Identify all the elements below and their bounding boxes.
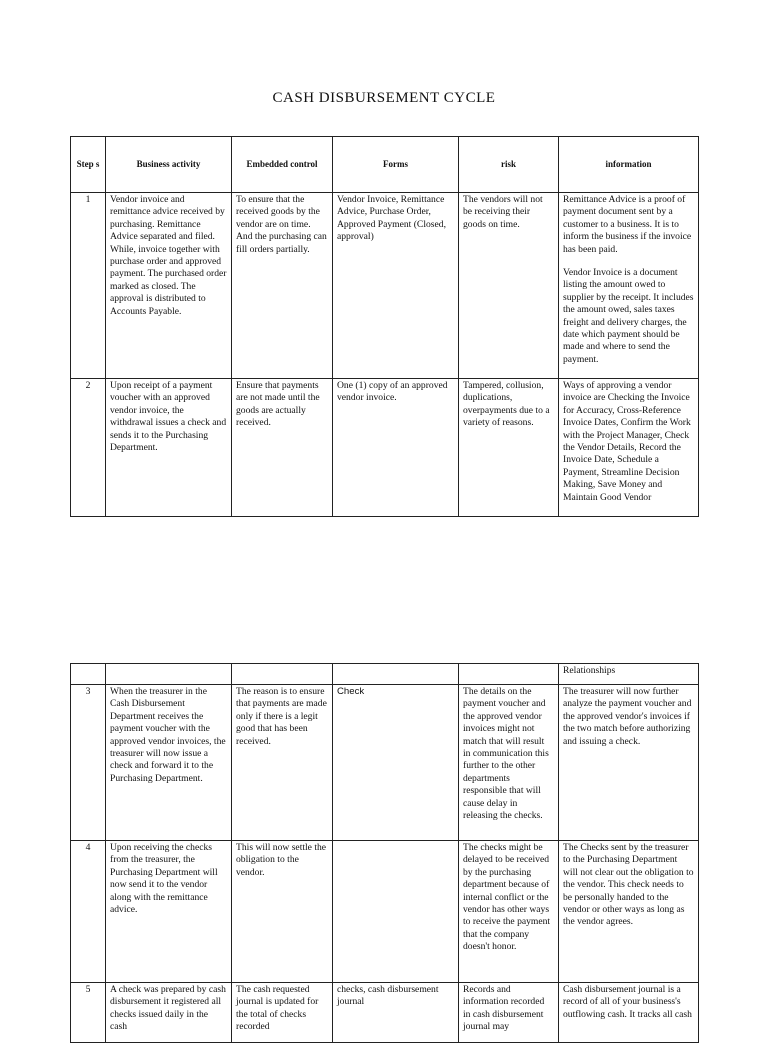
business-activity-cell: A check was prepared by cash disbursement it registered all checks issued daily in the cash (106, 983, 232, 1043)
information-cell (559, 193, 699, 379)
embedded-control-cell: The reason is to ensure that payments are made only if there is a legit good that has been received. (232, 685, 333, 841)
header-steps: Step s (71, 137, 106, 193)
information-cell: Cash disbursement journal is a record of all of your business's outflowing cash. It tracks all cash (559, 983, 699, 1043)
header-business-activity: Business activity (106, 137, 232, 193)
continuation-row (71, 664, 699, 685)
information-paragraph: Remittance Advice is a proof of payment document sent by a customer to a business. It is to inform the business if the invoice has been paid. (563, 194, 692, 255)
table-row (71, 983, 699, 1043)
document-title: CASH DISBURSEMENT CYCLE (272, 90, 496, 106)
step-number: 1 (71, 193, 106, 379)
information-cell: The Checks sent by the treasurer to the Purchasing Department will not clear out the obligation to the vendor. This check needs to be personally handed to the vendor or other ways as long as the vendor agrees. (559, 841, 699, 983)
information-cell: The treasurer will now further analyze the payment voucher and the approved vendor's invoices if the two match before authorizing and issuing a check. (559, 685, 699, 841)
cash-disbursement-table-part-1 (70, 136, 699, 517)
risk-cell: The vendors will not be receiving their goods on time. (459, 193, 559, 379)
table-row (71, 193, 699, 379)
step-number: 4 (71, 841, 106, 983)
embedded-control-cell: To ensure that the received goods by the vendor are on time. And the purchasing can fill orders partially. (232, 193, 333, 379)
forms-cell: Vendor Invoice, Remittance Advice, Purchase Order, Approved Payment (Closed, approval) (333, 193, 459, 379)
risk-cell: Records and information recorded in cash disbursement journal may (459, 983, 559, 1043)
information-paragraph: Vendor Invoice is a document listing the amount owed to supplier by the receipt. It includes the amount owed, sales taxes freight and delivery charges, the date which payment should be made and where to send the payment. (563, 267, 694, 365)
header-information: information (559, 137, 699, 193)
forms-cell: One (1) copy of an approved vendor invoice. (333, 379, 459, 517)
forms-cell: checks, cash disbursement journal (333, 983, 459, 1043)
empty-cell (232, 664, 333, 685)
step-number: 2 (71, 379, 106, 517)
header-forms: Forms (333, 137, 459, 193)
cash-disbursement-table-part-2 (70, 663, 699, 1043)
header-embedded-control: Embedded control (232, 137, 333, 193)
empty-cell (71, 664, 106, 685)
table-row (71, 685, 699, 841)
risk-cell: Tampered, collusion, duplications, overpayments due to a variety of reasons. (459, 379, 559, 517)
table-row (71, 841, 699, 983)
business-activity-cell: Vendor invoice and remittance advice received by purchasing. Remittance Advice separated and filed. While, invoice together with purchase order and approved payment. The purchased order marked as closed. The approval is distributed to Accounts Payable. (106, 193, 232, 379)
embedded-control-cell: The cash requested journal is updated for the total of checks recorded (232, 983, 333, 1043)
business-activity-cell: Upon receipt of a payment voucher with an approved vendor invoice, the withdrawal issues a check and sends it to the Purchasing Department. (106, 379, 232, 517)
business-activity-cell: Upon receiving the checks from the treasurer, the Purchasing Department will now send it to the vendor along with the remittance advice. (106, 841, 232, 983)
empty-cell (106, 664, 232, 685)
embedded-control-cell: Ensure that payments are not made until the goods are actually received. (232, 379, 333, 517)
empty-cell (333, 664, 459, 685)
header-risk: risk (459, 137, 559, 193)
forms-cell (333, 841, 459, 983)
table-row (71, 379, 699, 517)
risk-cell: The checks might be delayed to be received by the purchasing department because of internal conflict or the vendor has other ways to receive the payment that the company doesn't honor. (459, 841, 559, 983)
embedded-control-cell: This will now settle the obligation to the vendor. (232, 841, 333, 983)
empty-cell (459, 664, 559, 685)
information-continuation: Relationships (559, 664, 699, 685)
step-number: 3 (71, 685, 106, 841)
business-activity-cell: When the treasurer in the Cash Disbursement Department receives the payment voucher with the approved vendor invoices, the treasurer will now issue a check and forward it to the Purchasing Department. (106, 685, 232, 841)
step-number: 5 (71, 983, 106, 1043)
risk-cell: The details on the payment voucher and the approved vendor invoices might not match that will result in communication this further to the other departments responsible that will cause delay in releasing the checks. (459, 685, 559, 841)
forms-cell: Check (333, 685, 459, 841)
information-cell: Ways of approving a vendor invoice are Checking the Invoice for Accuracy, Cross-Reference Invoice Dates, Confirm the Work with the Project Manager, Check the Vendor Details, Record the Invoice Date, Schedule a Payment, Streamline Decision Making, Save Money and Maintain Good Vendor (559, 379, 699, 517)
table-header-row (71, 137, 699, 193)
